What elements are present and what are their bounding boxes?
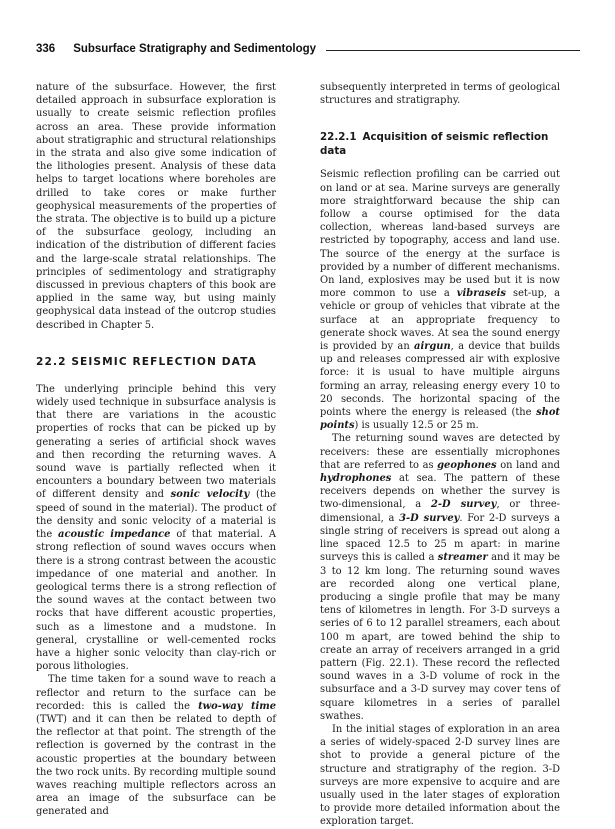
- text-run: , or three-dimensional, a: [320, 499, 561, 524]
- key-term: streamer: [437, 552, 488, 564]
- key-term: sonic velocity: [170, 489, 250, 501]
- running-title: Subsurface Stratigraphy and Sedimentology: [73, 43, 317, 55]
- text-run: The returning sound waves are detected by receivers: these are essentially microphones that are referred to as: [320, 433, 560, 471]
- paragraph: nature of the subsurface. However, the first detailed approach in subsurface exploration is usually to create seismic reflection profiles across an area. These provide information about stratigraphic and structural relationships in the strata and also give some indication of the lithologies present. Analysis of these data helps to target locations where boreholes are drilled to take cores or make further geophysical measurements of the properties of the strata. The objective is to build up a picture of the subsurface geology, including an indication of the distribution of different facies and the large-scale stratal relationships. The principles of sedimentology and stratigraphy discussed in previous chapters of this book are applied in the same way, but using mainly geophysical data instead of the outcrop studies described in Chapter 5.: [36, 82, 276, 331]
- subsection-number: 22.2.1: [320, 131, 357, 144]
- paragraph: [320, 168, 560, 432]
- text-run: (the speed of sound in the material). The product of the density and sonic velocity of a material is the: [36, 489, 276, 541]
- text-run: . For 2-D surveys a single string of receivers is spread out along a line spaced 12.5 to 25 m apart: in marine surveys this is called a: [320, 512, 560, 564]
- text-run: (TWT) and it can then be related to depth of the reflector at that point. The strength of the reflection is governed by the contrast in the acoustic properties at the boundary between the two rock units. By recording multiple sound waves reaching multiple reflectors across an area an image of the subsurface can be generated and: [36, 713, 276, 818]
- text-run: and it may be 3 to 12 km long. The returning sound waves are recorded along one vertical plane, producing a single profile that may be many tens of kilometres in length. For 3-D surveys a series of 6 to 12 parallel streamers, each about 100 m apart, are towed behind the ship to create an array of receivers arranged in a grid pattern (Fig. 22.1). These record the reflected sound waves in a 3-D volume of rock in the subsurface and a 3-D survey may cover tens of square kilometres in a series of parallel swathes.: [320, 552, 560, 722]
- running-header: [36, 40, 580, 58]
- text-run: of that material. A strong reflection of sound waves occurs when there is a strong contrast between the acoustic impedance of one material and another. In geological terms there is a strong reflection of the sound waves at the contact between two rocks that have different acoustic properties, such as a limestone and a mudstone. In general, crystalline or well-cemented rocks have a higher sonic velocity than clay-rich or porous lithologies.: [36, 529, 276, 673]
- subsection-title: Acquisition of seismic reflection data: [320, 131, 549, 157]
- left-column: [36, 81, 276, 819]
- subsection-heading: [320, 131, 560, 158]
- paragraph: subsequently interpreted in terms of geological structures and stratigraphy.: [320, 82, 560, 107]
- key-term: two-way time: [198, 700, 276, 712]
- paragraph: [320, 432, 560, 722]
- key-term: vibraseis: [456, 288, 506, 300]
- key-term: shot points: [320, 407, 560, 432]
- text-run: The underlying principle behind this very widely used technique in subsurface analysis is that there are variations in the acoustic properties of rocks that can be picked up by generating a series of artificial shock waves and then recording the returning waves. A sound wave is partially reflected when it encounters a boundary between two materials of different density and: [36, 383, 276, 501]
- right-column: [320, 81, 560, 829]
- text-run: Seismic reflection profiling can be carried out on land or at sea. Marine surveys are generally more straightforward because the ship can follow a course optimised for the data collection, whereas land-based surveys are restricted by topography, access and land use. The source of the energy at the surface is provided by a number of different mechanisms. On land, explosives may be used but it is now more common to use a: [320, 169, 560, 300]
- key-term: 3-D survey: [399, 512, 460, 524]
- text-run: set-up, a vehicle or group of vehicles that vibrate at the surface at an appropriate frequency to generate shock waves. At sea the sound energy is provided by an: [320, 288, 561, 353]
- section-heading: 22.2 SEISMIC REFLECTION DATA: [36, 355, 257, 368]
- paragraph: [36, 673, 276, 818]
- key-term: hydrophones: [320, 473, 392, 485]
- text-run: , a device that builds up and releases compressed air with explosive force: it is usual to have multiple airguns forming an array, releasing energy every 10 to 20 seconds. The horizontal spacing of the points where the energy is released (the: [320, 341, 561, 419]
- text-run: ) is usually 12.5 or 25 m.: [354, 420, 479, 432]
- page-number: 336: [36, 43, 56, 55]
- key-term: acoustic impedance: [58, 529, 171, 541]
- text-run: at sea. The pattern of these receivers depends on whether the survey is two-dimensional, a: [320, 473, 560, 511]
- header-rule: [326, 50, 580, 51]
- paragraph: In the initial stages of exploration in an area a series of widely-spaced 2-D survey lines are shot to provide a general picture of the structure and stratigraphy of the region. 3-D surveys are more expensive to acquire and are usually used in the later stages of exploration to provide more detailed information about the exploration target.: [320, 723, 560, 828]
- key-term: geophones: [437, 459, 497, 471]
- key-term: 2-D survey: [431, 499, 497, 511]
- text-run: The time taken for a sound wave to reach a reflector and return to the surface can be recorded: this is called the: [36, 674, 276, 712]
- text-run: on land and: [496, 459, 560, 471]
- key-term: airgun: [414, 341, 451, 353]
- paragraph: [36, 383, 276, 673]
